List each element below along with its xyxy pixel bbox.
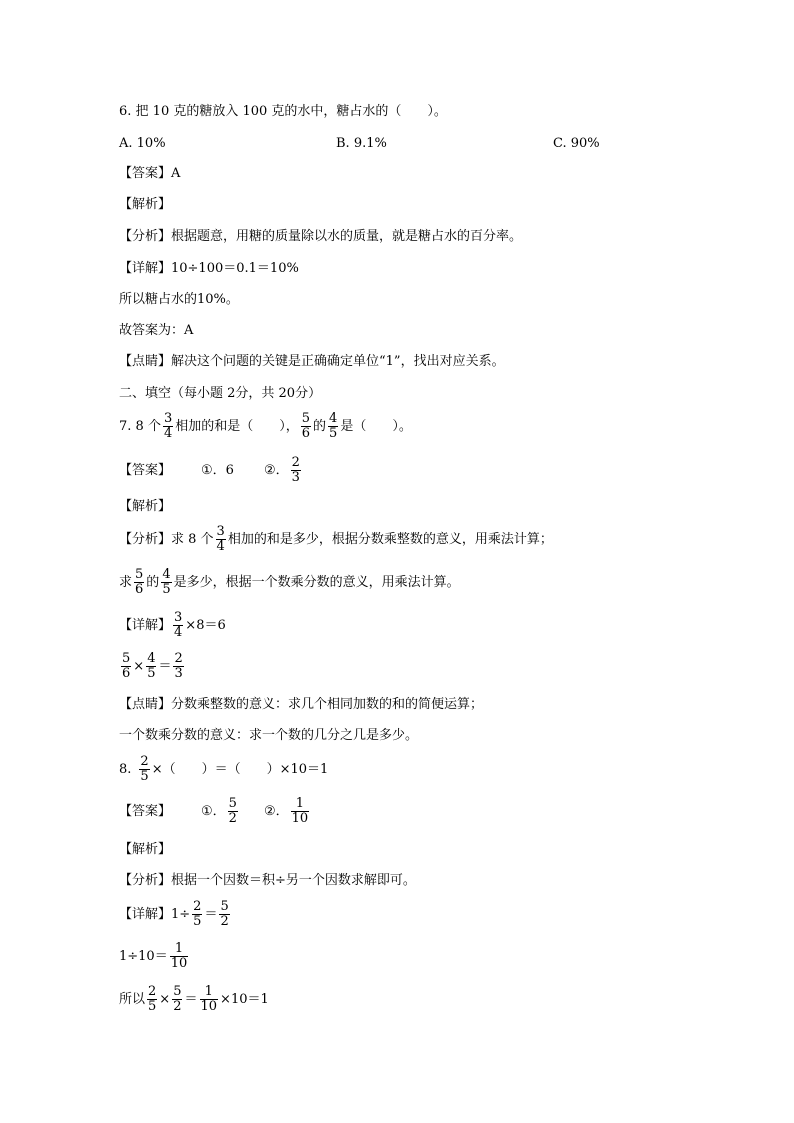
numerator: 2: [291, 455, 300, 470]
q7-stem-text: 7. 8 个: [119, 419, 161, 434]
fraction: [173, 652, 183, 681]
q7-fenxi-text: 求: [119, 575, 133, 590]
q7-dianjing: 【点睛】分数乘整数的意义：求几个相同加数的和的简便运算；: [119, 697, 484, 712]
answer-label: 【答案】: [119, 463, 172, 478]
q8-number: 8.: [119, 762, 132, 777]
xiangjie-label: 【详解】: [119, 618, 172, 633]
answer-1: ①．6: [201, 463, 234, 478]
denominator: 6: [122, 666, 131, 681]
q7-stem: [119, 412, 412, 441]
q6-answer-line: 故答案为：A: [119, 323, 194, 338]
q7-equation-2: [119, 652, 186, 681]
denominator: 2: [220, 914, 229, 929]
q8-equation-3: [119, 985, 269, 1014]
numerator: 3: [163, 411, 173, 426]
denominator: 4: [163, 426, 173, 441]
numerator: 1: [174, 941, 184, 956]
fraction: [219, 900, 229, 929]
denominator: 6: [135, 582, 144, 597]
numerator: 5: [135, 567, 144, 582]
fraction: [200, 985, 219, 1014]
q8-fenxi: 【分析】根据一个因数＝积÷另一个因数求解即可。: [119, 873, 416, 888]
numerator: 5: [301, 411, 311, 426]
fraction: [147, 985, 157, 1014]
q8-xiangjie: [119, 900, 232, 929]
denominator: 5: [193, 914, 202, 929]
q6-analysis-heading: 【解析】: [119, 197, 172, 212]
q7-xiangjie: [119, 611, 226, 640]
equation-text: 所以: [119, 992, 146, 1007]
xiangjie-label: 【详解】1÷: [119, 907, 191, 922]
fraction: [228, 797, 238, 826]
q8-stem: [119, 755, 328, 784]
numerator: 5: [173, 984, 182, 999]
denominator: 3: [174, 666, 183, 681]
q7-stem-text: 的: [313, 419, 327, 434]
fraction: [173, 611, 183, 640]
equation-text: ×8＝6: [185, 618, 226, 633]
denominator: 2: [173, 999, 182, 1014]
equals-sign: ＝: [158, 659, 172, 674]
q7-fenxi-text: 相加的和是多少，根据分数乘整数的意义，用乘法计算；: [227, 532, 553, 547]
q6-answer: 【答案】A: [119, 166, 181, 181]
numerator: 2: [148, 984, 157, 999]
fraction: [121, 652, 131, 681]
q7-stem-text: 相加的和是（ ），: [175, 419, 299, 434]
fraction: [291, 797, 310, 826]
fraction: [192, 900, 202, 929]
fraction: [291, 456, 301, 485]
section-heading: 二、填空（每小题 2分，共 20分）: [119, 386, 322, 401]
fraction: [172, 985, 182, 1014]
denominator: 5: [329, 426, 338, 441]
q8-equation-2: [119, 942, 190, 971]
numerator: 4: [329, 411, 338, 426]
numerator: 2: [174, 651, 183, 666]
denominator: 10: [200, 999, 218, 1014]
denominator: 4: [216, 539, 225, 554]
fraction: [163, 412, 173, 441]
q6-stem: 6. 把 10 克的糖放入 100 克的水中，糖占水的（ ）。: [119, 104, 447, 119]
fraction: [301, 412, 311, 441]
numerator: 4: [147, 651, 156, 666]
q6-dianjing: 【点睛】解决这个问题的关键是正确确定单位“1”，找出对应关系。: [119, 354, 505, 369]
denominator: 5: [147, 666, 156, 681]
fraction: [134, 568, 144, 597]
q7-fenxi-text: 【分析】求 8 个: [119, 532, 214, 547]
q7-fenxi-text: 是多少，根据一个数乘分数的意义，用乘法计算。: [173, 575, 460, 590]
q7-answer: [119, 456, 303, 485]
numerator: 1: [204, 984, 213, 999]
fraction: [161, 568, 171, 597]
denominator: 2: [228, 811, 237, 826]
denominator: 5: [162, 582, 171, 597]
q7-fenxi-text: 的: [146, 575, 160, 590]
fraction: [139, 755, 149, 784]
fraction: [328, 412, 338, 441]
equation-text: ×10＝1: [220, 992, 269, 1007]
q7-analysis-heading: 【解析】: [119, 499, 172, 514]
answer-label: 【答案】: [119, 804, 172, 819]
numerator: 2: [193, 899, 202, 914]
denominator: 10: [291, 811, 309, 826]
q8-analysis-heading: 【解析】: [119, 842, 172, 857]
q7-dianjing-2: 一个数乘分数的意义：求一个数的几分之几是多少。: [119, 728, 419, 743]
answer-2: ②．: [263, 463, 289, 478]
q6-option-a: A. 10%: [119, 136, 166, 151]
answer-1: ①．: [201, 804, 226, 819]
denominator: 3: [291, 470, 300, 485]
q6-option-c: C. 90%: [553, 136, 600, 151]
equals-sign: ＝: [204, 907, 218, 922]
q8-answer: [119, 797, 311, 826]
numerator: 3: [174, 610, 183, 625]
times-sign: ×: [133, 659, 145, 674]
answer-2: ②．: [263, 804, 289, 819]
denominator: 6: [301, 426, 311, 441]
times-sign: ×: [159, 992, 171, 1007]
equation-text: 1÷10＝: [119, 949, 168, 964]
equals-sign: ＝: [184, 992, 198, 1007]
denominator: 4: [174, 625, 183, 640]
fraction: [216, 525, 226, 554]
numerator: 5: [220, 899, 229, 914]
q7-fenxi-2: [119, 568, 460, 597]
denominator: 5: [148, 999, 157, 1014]
denominator: 5: [140, 769, 149, 784]
q6-fenxi: 【分析】根据题意，用糖的质量除以水的质量，就是糖占水的百分率。: [119, 229, 523, 244]
numerator: 5: [228, 796, 237, 811]
numerator: 3: [216, 524, 225, 539]
q7-fenxi: [119, 525, 553, 554]
q6-so-line: 所以糖占水的10%。: [119, 292, 239, 307]
numerator: 1: [295, 796, 305, 811]
q6-xiangjie: 【详解】10÷100＝0.1＝10%: [119, 261, 299, 276]
fraction: [170, 942, 189, 971]
numerator: 5: [122, 651, 131, 666]
q7-stem-text: 是（ ）。: [340, 419, 412, 434]
fraction: [146, 652, 156, 681]
numerator: 2: [140, 754, 149, 769]
numerator: 4: [162, 567, 171, 582]
denominator: 10: [170, 956, 188, 971]
q6-option-b: B. 9.1%: [336, 136, 387, 151]
q8-stem-text: ×（ ）＝（ ）×10＝1: [151, 762, 329, 777]
